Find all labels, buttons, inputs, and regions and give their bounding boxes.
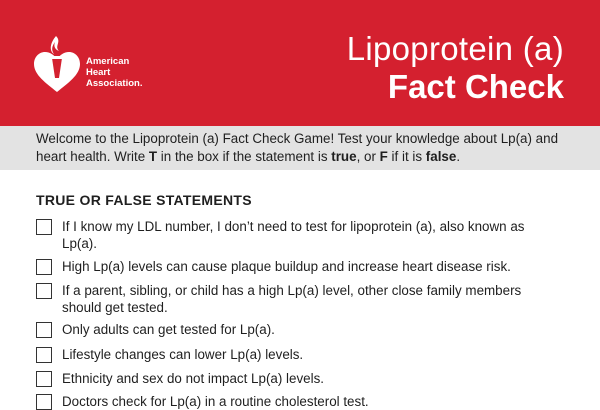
answer-checkbox[interactable] (36, 219, 52, 235)
statement-text: Lifestyle changes can lower Lp(a) levels. (62, 347, 304, 362)
statement-text: Doctors check for Lp(a) in a routine cholesterol test. (62, 394, 369, 409)
intro-part: Welcome to the Lipoprotein (a) Fact Check Game! Test your knowledge about Lp(a) and heart health. Write (36, 131, 559, 164)
page-title-line1: Lipoprotein (a) (346, 30, 564, 67)
page-title-line2: Fact Check (387, 68, 564, 105)
logo-line: American (86, 56, 130, 67)
intro-true-word: true (331, 149, 357, 164)
statement-text: If I know my LDL number, I don’t need to test for lipoprotein (a), also known as Lp(a). (62, 219, 525, 251)
intro-f-letter: F (379, 149, 388, 164)
intro-part: , or (356, 149, 380, 164)
intro-band (0, 126, 600, 170)
logo-line: Association. (86, 78, 143, 89)
section-heading: TRUE OR FALSE STATEMENTS (36, 192, 252, 208)
statement-text: If a parent, sibling, or child has a high Lp(a) level, other close family members should get tested. (62, 283, 522, 315)
answer-checkbox[interactable] (36, 259, 52, 275)
statement-text: High Lp(a) levels can cause plaque buildup and increase heart disease risk. (62, 259, 511, 274)
intro-part: . (456, 149, 461, 164)
header-banner (0, 0, 600, 126)
answer-checkbox[interactable] (36, 322, 52, 338)
intro-t-letter: T (148, 149, 158, 164)
intro-false-word: false (425, 149, 457, 164)
logo-wordmark (86, 56, 143, 89)
heart-torch-icon (32, 34, 82, 96)
aha-logo (32, 34, 152, 94)
logo-line: Heart (86, 67, 111, 78)
intro-text (36, 130, 576, 166)
answer-checkbox[interactable] (36, 283, 52, 299)
statement-text: Ethnicity and sex do not impact Lp(a) levels. (62, 371, 324, 386)
answer-checkbox[interactable] (36, 347, 52, 363)
intro-part: in the box if the statement is (157, 149, 332, 164)
statement-text: Only adults can get tested for Lp(a). (62, 322, 275, 337)
intro-part: if it is (387, 149, 426, 164)
answer-checkbox[interactable] (36, 371, 52, 387)
answer-checkbox[interactable] (36, 394, 52, 410)
